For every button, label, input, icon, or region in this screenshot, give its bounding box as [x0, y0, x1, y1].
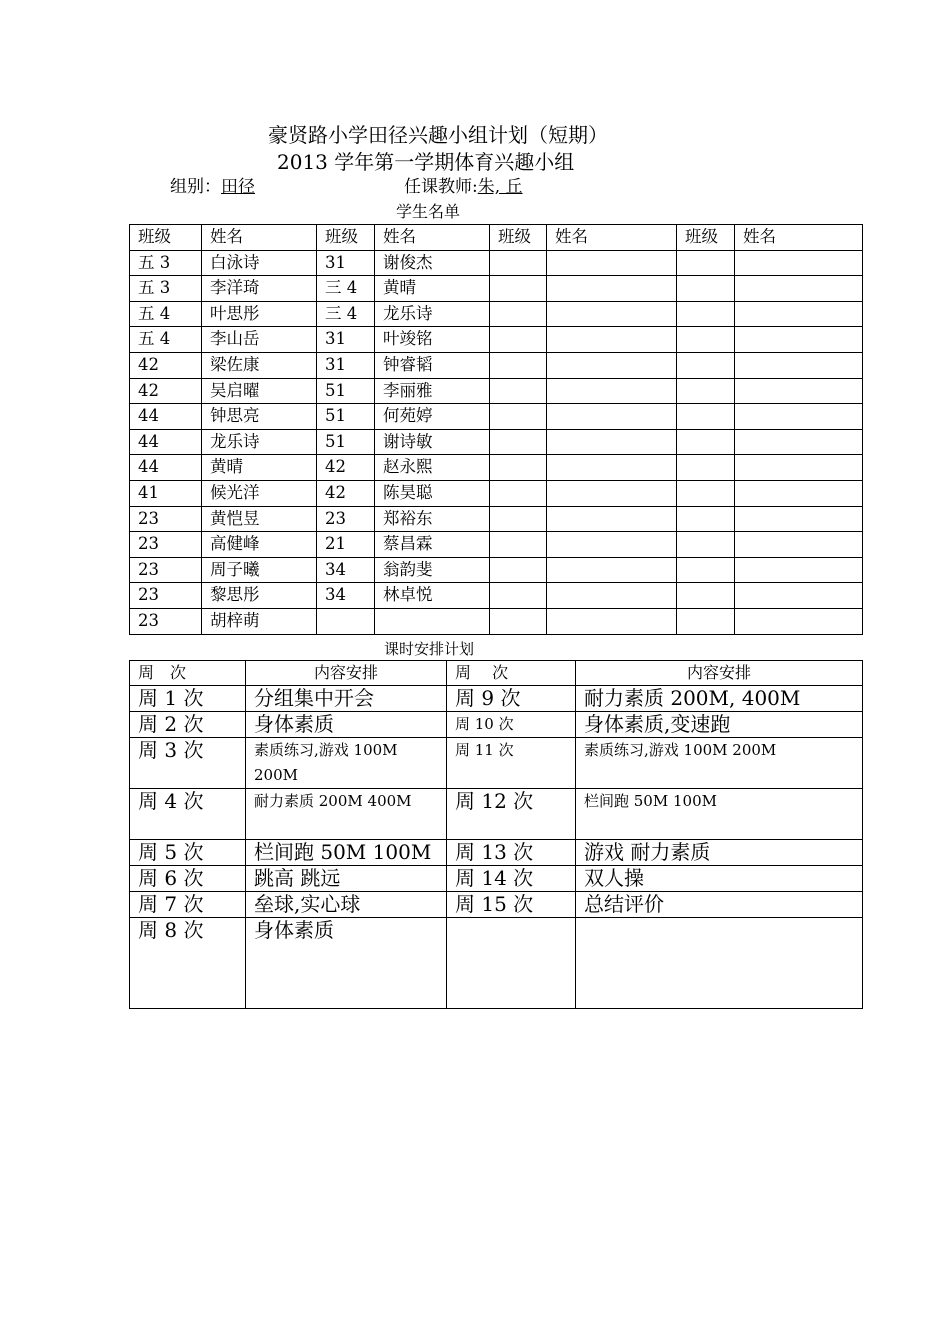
table-row	[130, 455, 863, 481]
schedule-header-cell: 内容安排	[246, 661, 447, 686]
student-name-cell: 谢诗敏	[375, 429, 490, 455]
empty-cell	[677, 404, 735, 430]
class-cell: 41	[130, 480, 202, 506]
teacher-value: 朱, 丘	[477, 177, 523, 197]
week-cell: 周 6 次	[130, 866, 246, 892]
group-label: 组别：	[170, 177, 221, 197]
empty-cell	[490, 480, 547, 506]
table-row	[130, 480, 863, 506]
empty-cell	[547, 608, 677, 634]
content-cell: 跳高 跳远	[246, 866, 447, 892]
empty-cell	[547, 506, 677, 532]
empty-cell	[490, 378, 547, 404]
student-name-cell: 叶思彤	[202, 301, 317, 327]
class-cell: 51	[317, 404, 375, 430]
empty-cell	[547, 455, 677, 481]
student-name-cell: 高健峰	[202, 532, 317, 558]
table-row	[130, 583, 863, 609]
empty-cell	[547, 480, 677, 506]
schedule-header-cell: 周 次	[447, 661, 576, 686]
student-name-cell: 郑裕东	[375, 506, 490, 532]
empty-cell	[547, 429, 677, 455]
empty-cell	[677, 455, 735, 481]
week-cell: 周 11 次	[447, 738, 576, 789]
roster-header-cell: 班级	[490, 225, 547, 251]
table-row	[130, 276, 863, 302]
class-cell: 42	[130, 352, 202, 378]
week-cell: 周 8 次	[130, 918, 246, 1009]
empty-cell	[677, 429, 735, 455]
table-row	[130, 506, 863, 532]
content-cell: 素质练习,游戏 100M 200M	[246, 738, 447, 789]
teacher-info	[404, 175, 523, 199]
empty-cell	[735, 532, 863, 558]
roster-header-cell: 姓名	[375, 225, 490, 251]
class-cell: 34	[317, 557, 375, 583]
class-cell: 42	[317, 480, 375, 506]
document-subtitle: 2013 学年第一学期体育兴趣小组	[277, 150, 575, 174]
table-row	[130, 301, 863, 327]
empty-cell	[490, 583, 547, 609]
roster-header-cell: 班级	[130, 225, 202, 251]
empty-cell	[547, 583, 677, 609]
student-name-cell: 叶竣铭	[375, 327, 490, 353]
student-name-cell: 白泳诗	[202, 250, 317, 276]
content-cell: 垒球,实心球	[246, 892, 447, 918]
student-name-cell: 黄晴	[375, 276, 490, 302]
content-cell: 总结评价	[576, 892, 863, 918]
table-row	[130, 352, 863, 378]
content-cell: 栏间跑 50M 100M	[576, 789, 863, 840]
student-name-cell: 赵永熙	[375, 455, 490, 481]
week-cell: 周 3 次	[130, 738, 246, 789]
student-name-cell	[375, 608, 490, 634]
empty-cell	[490, 250, 547, 276]
empty-cell	[490, 276, 547, 302]
table-row	[130, 378, 863, 404]
class-cell: 42	[317, 455, 375, 481]
class-cell: 23	[317, 506, 375, 532]
class-cell: 44	[130, 404, 202, 430]
empty-cell	[547, 557, 677, 583]
table-row	[130, 840, 863, 866]
week-cell	[447, 918, 576, 1009]
document-title: 豪贤路小学田径兴趣小组计划（短期）	[268, 123, 608, 147]
empty-cell	[735, 250, 863, 276]
table-row	[130, 532, 863, 558]
empty-cell	[735, 327, 863, 353]
class-cell: 31	[317, 250, 375, 276]
content-cell: 双人操	[576, 866, 863, 892]
student-name-cell: 梁佐康	[202, 352, 317, 378]
empty-cell	[490, 557, 547, 583]
empty-cell	[735, 352, 863, 378]
week-cell: 周 5 次	[130, 840, 246, 866]
empty-cell	[735, 378, 863, 404]
empty-cell	[735, 276, 863, 302]
content-cell: 素质练习,游戏 100M 200M	[576, 738, 863, 789]
empty-cell	[490, 429, 547, 455]
content-cell: 分组集中开会	[246, 686, 447, 712]
table-row	[130, 712, 863, 738]
content-cell	[576, 918, 863, 1009]
roster-header-cell: 姓名	[735, 225, 863, 251]
student-name-cell: 胡梓萌	[202, 608, 317, 634]
table-row	[130, 738, 863, 789]
class-cell: 五 3	[130, 250, 202, 276]
empty-cell	[735, 506, 863, 532]
empty-cell	[490, 301, 547, 327]
class-cell: 五 4	[130, 327, 202, 353]
content-cell: 身体素质	[246, 918, 447, 1009]
empty-cell	[735, 557, 863, 583]
week-cell: 周 15 次	[447, 892, 576, 918]
student-name-cell: 陈昊聪	[375, 480, 490, 506]
class-cell: 三 4	[317, 301, 375, 327]
empty-cell	[490, 327, 547, 353]
student-name-cell: 何苑婷	[375, 404, 490, 430]
content-cell: 身体素质	[246, 712, 447, 738]
roster-header-cell: 班级	[677, 225, 735, 251]
table-row	[130, 327, 863, 353]
student-name-cell: 龙乐诗	[375, 301, 490, 327]
empty-cell	[547, 378, 677, 404]
table-row	[130, 608, 863, 634]
lesson-schedule-table	[129, 660, 863, 1009]
roster-header-cell: 班级	[317, 225, 375, 251]
student-name-cell: 林卓悦	[375, 583, 490, 609]
table-row	[130, 892, 863, 918]
empty-cell	[735, 583, 863, 609]
week-cell: 周 2 次	[130, 712, 246, 738]
table-row	[130, 404, 863, 430]
empty-cell	[677, 480, 735, 506]
table-row	[130, 789, 863, 840]
class-cell: 23	[130, 608, 202, 634]
class-cell: 42	[130, 378, 202, 404]
roster-header-cell: 姓名	[547, 225, 677, 251]
schedule-header-cell: 周 次	[130, 661, 246, 686]
empty-cell	[547, 327, 677, 353]
empty-cell	[677, 557, 735, 583]
empty-cell	[490, 608, 547, 634]
empty-cell	[547, 404, 677, 430]
schedule-header-row	[130, 661, 863, 686]
student-name-cell: 钟思亮	[202, 404, 317, 430]
class-cell: 51	[317, 429, 375, 455]
empty-cell	[677, 250, 735, 276]
student-name-cell: 钟睿韬	[375, 352, 490, 378]
class-cell: 44	[130, 429, 202, 455]
teacher-label: 任课教师:	[404, 177, 478, 197]
table-row	[130, 918, 863, 1009]
empty-cell	[735, 429, 863, 455]
week-cell: 周 13 次	[447, 840, 576, 866]
table-row	[130, 557, 863, 583]
empty-cell	[547, 250, 677, 276]
schedule-caption: 课时安排计划	[384, 640, 475, 658]
class-cell: 34	[317, 583, 375, 609]
content-cell: 身体素质,变速跑	[576, 712, 863, 738]
roster-header-cell: 姓名	[202, 225, 317, 251]
week-cell: 周 10 次	[447, 712, 576, 738]
schedule-header-cell: 内容安排	[576, 661, 863, 686]
empty-cell	[677, 352, 735, 378]
empty-cell	[735, 608, 863, 634]
roster-caption: 学生名单	[396, 202, 461, 221]
class-cell: 23	[130, 583, 202, 609]
class-cell: 31	[317, 327, 375, 353]
week-cell: 周 14 次	[447, 866, 576, 892]
student-name-cell: 黎思彤	[202, 583, 317, 609]
empty-cell	[677, 378, 735, 404]
empty-cell	[677, 301, 735, 327]
empty-cell	[735, 480, 863, 506]
class-cell	[317, 608, 375, 634]
student-name-cell: 黄恺昱	[202, 506, 317, 532]
content-cell: 栏间跑 50M 100M	[246, 840, 447, 866]
empty-cell	[677, 327, 735, 353]
student-name-cell: 李丽雅	[375, 378, 490, 404]
empty-cell	[490, 352, 547, 378]
class-cell: 三 4	[317, 276, 375, 302]
student-name-cell: 翁韵斐	[375, 557, 490, 583]
class-cell: 31	[317, 352, 375, 378]
roster-header-row	[130, 225, 863, 251]
content-cell: 耐力素质 200M 400M	[246, 789, 447, 840]
week-cell: 周 9 次	[447, 686, 576, 712]
empty-cell	[735, 301, 863, 327]
week-cell: 周 7 次	[130, 892, 246, 918]
class-cell: 44	[130, 455, 202, 481]
empty-cell	[677, 276, 735, 302]
class-cell: 21	[317, 532, 375, 558]
student-name-cell: 黄晴	[202, 455, 317, 481]
class-cell: 51	[317, 378, 375, 404]
student-roster-table	[129, 224, 863, 635]
empty-cell	[677, 532, 735, 558]
week-cell: 周 1 次	[130, 686, 246, 712]
empty-cell	[677, 608, 735, 634]
week-cell: 周 4 次	[130, 789, 246, 840]
table-row	[130, 866, 863, 892]
student-name-cell: 吴启曜	[202, 378, 317, 404]
empty-cell	[490, 532, 547, 558]
class-cell: 五 3	[130, 276, 202, 302]
student-name-cell: 龙乐诗	[202, 429, 317, 455]
group-info	[170, 175, 255, 199]
student-name-cell: 蔡昌霖	[375, 532, 490, 558]
empty-cell	[547, 301, 677, 327]
empty-cell	[735, 404, 863, 430]
student-name-cell: 候光洋	[202, 480, 317, 506]
week-cell: 周 12 次	[447, 789, 576, 840]
class-cell: 23	[130, 557, 202, 583]
empty-cell	[735, 455, 863, 481]
empty-cell	[547, 532, 677, 558]
content-cell: 游戏 耐力素质	[576, 840, 863, 866]
group-value: 田径	[221, 177, 255, 197]
student-name-cell: 李洋琦	[202, 276, 317, 302]
student-name-cell: 李山岳	[202, 327, 317, 353]
table-row	[130, 429, 863, 455]
empty-cell	[547, 276, 677, 302]
empty-cell	[490, 455, 547, 481]
table-row	[130, 686, 863, 712]
empty-cell	[490, 404, 547, 430]
empty-cell	[677, 583, 735, 609]
class-cell: 23	[130, 506, 202, 532]
student-name-cell: 谢俊杰	[375, 250, 490, 276]
empty-cell	[547, 352, 677, 378]
class-cell: 23	[130, 532, 202, 558]
content-cell: 耐力素质 200M, 400M	[576, 686, 863, 712]
empty-cell	[677, 506, 735, 532]
class-cell: 五 4	[130, 301, 202, 327]
student-name-cell: 周子曦	[202, 557, 317, 583]
table-row	[130, 250, 863, 276]
empty-cell	[490, 506, 547, 532]
